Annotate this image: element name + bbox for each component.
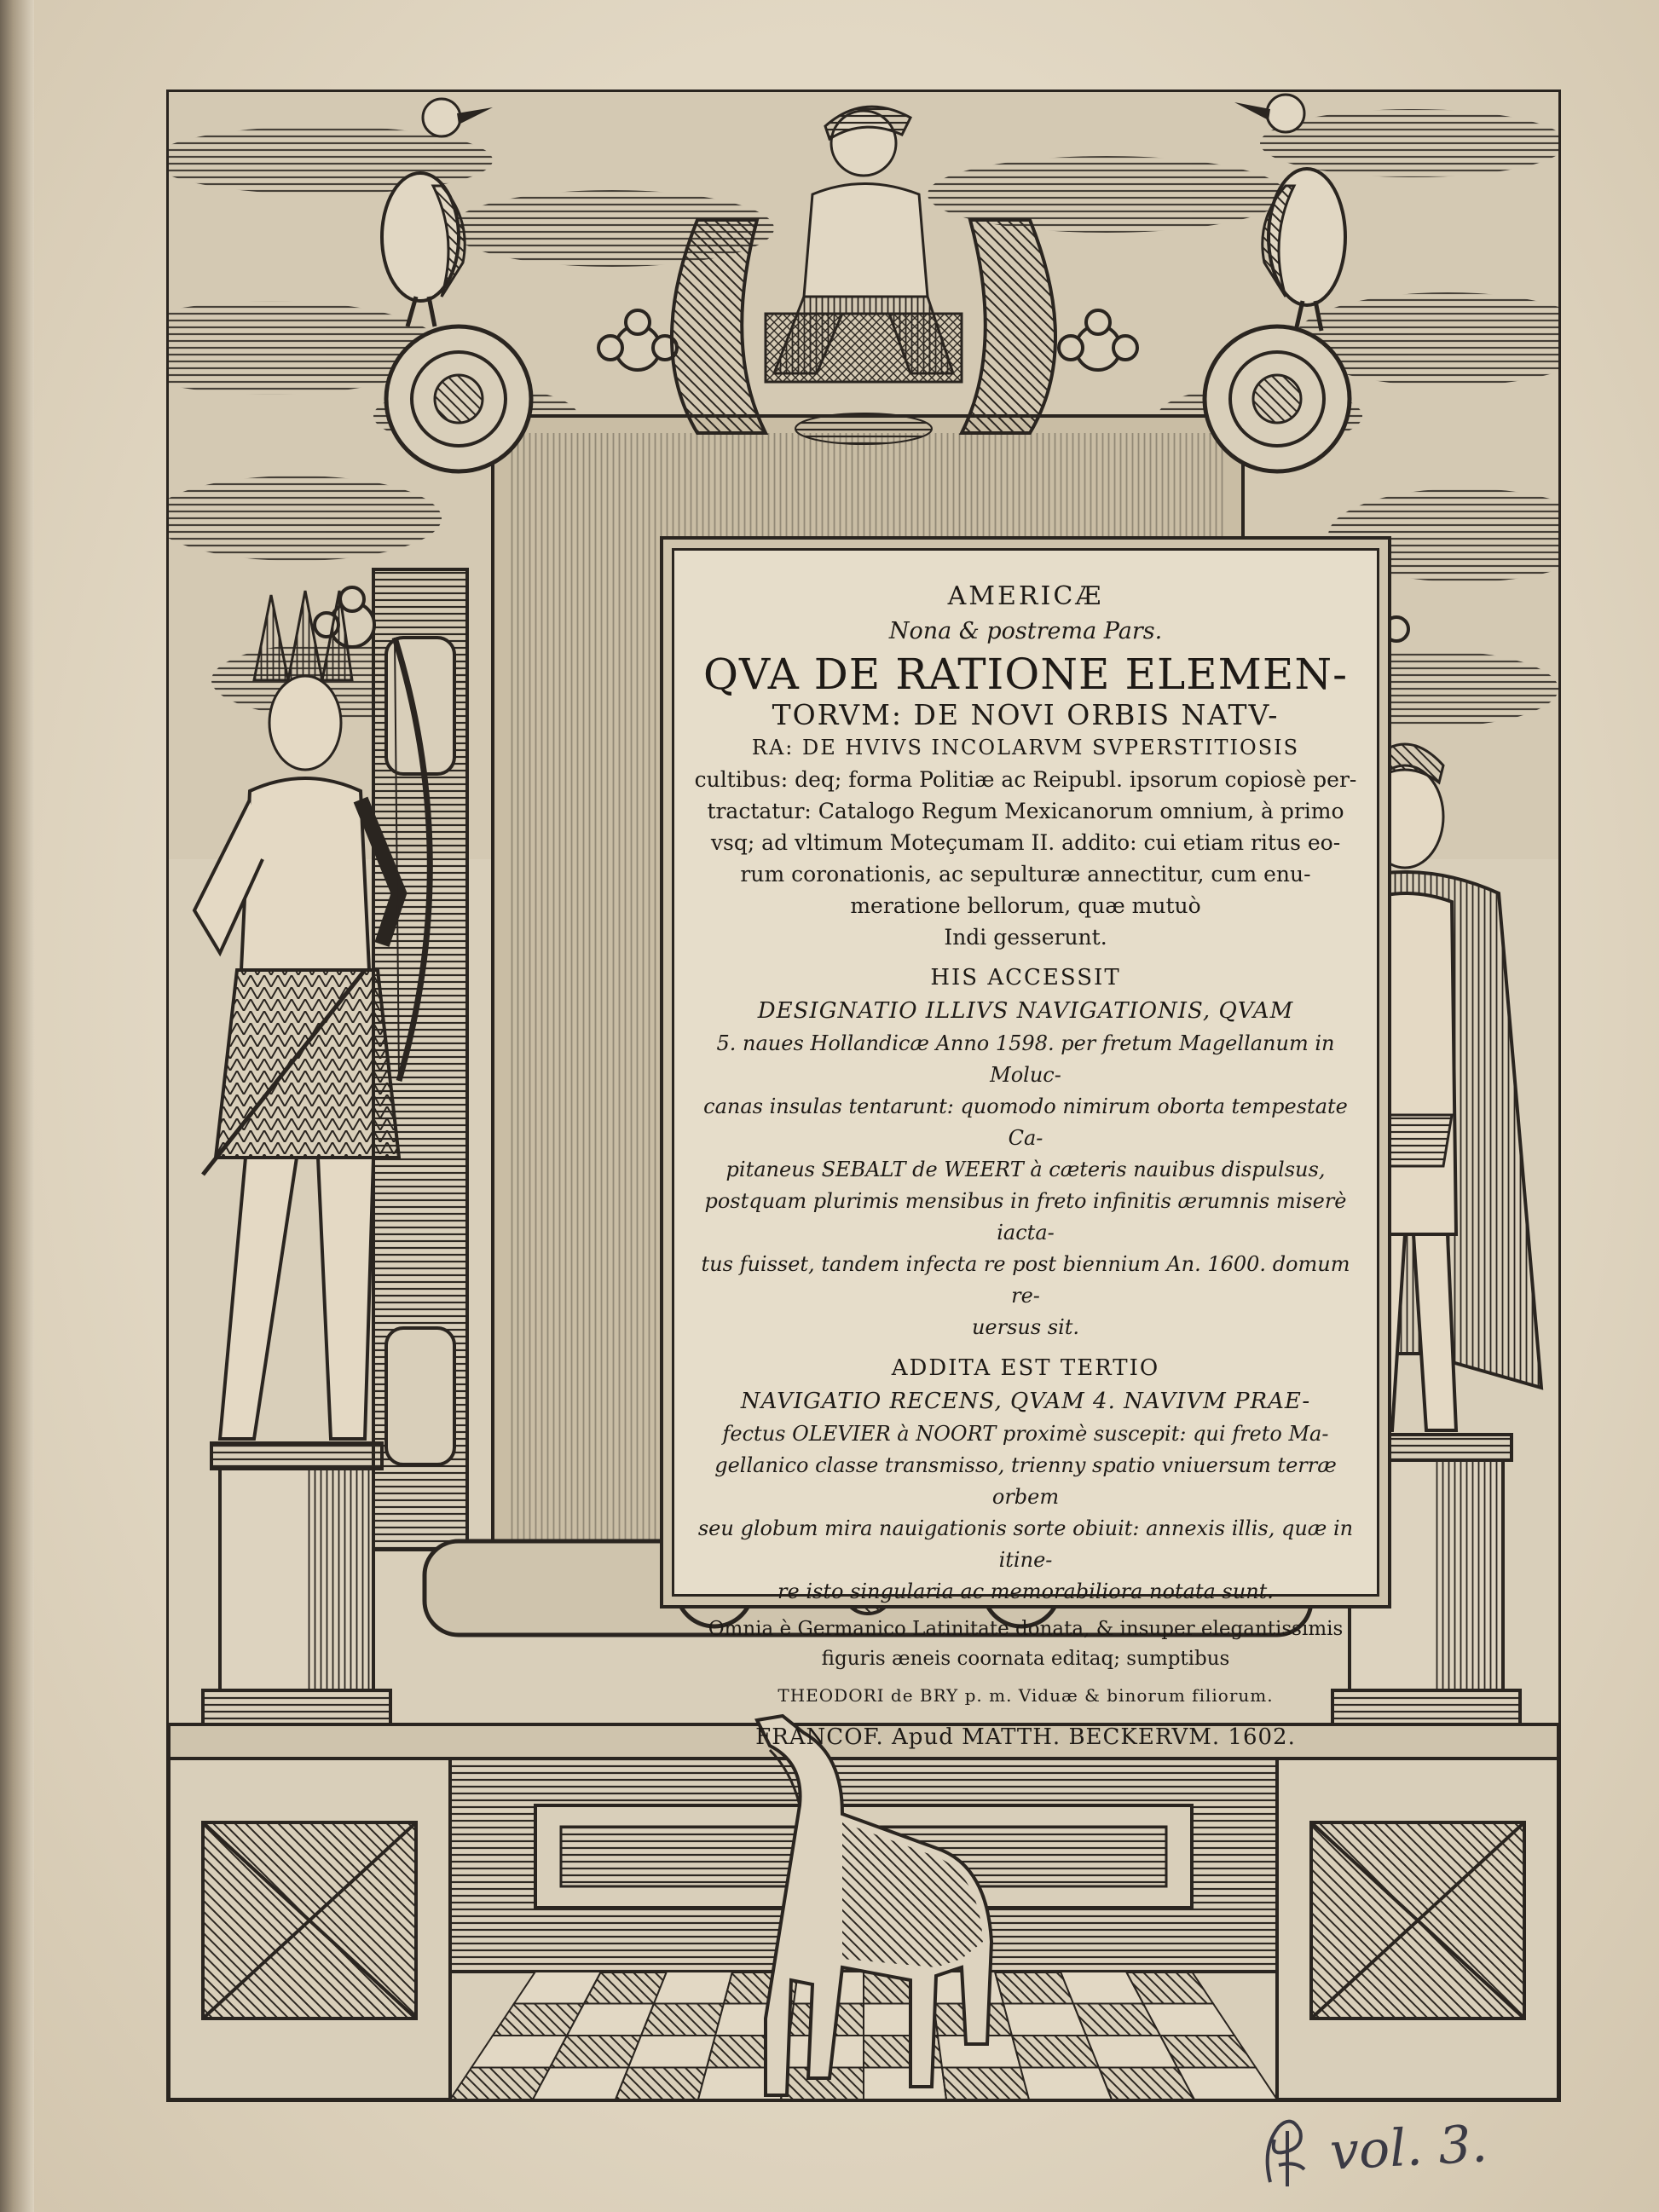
section-designatio: DESIGNATIO ILLIVS NAVIGATIONIS, QVAM — [757, 998, 1294, 1024]
italic-line-14: 5. naues Hollandicæ Anno 1598. per fretum Magellanum in Moluc- — [716, 1031, 1335, 1087]
italic-line-16: pitaneus SEBALT de WEERT à cæteris nauibus dispulsus, — [725, 1158, 1326, 1181]
heading-americae: AMERICÆ — [947, 581, 1104, 611]
floor-tile — [654, 1972, 732, 2004]
floor-tile — [1160, 2036, 1256, 2068]
floor-tile — [1143, 2004, 1234, 2036]
italic-line-19: uersus sit. — [971, 1315, 1080, 1339]
section-his-accessit: HIS ACCESSIT — [930, 965, 1121, 990]
imprint-line: FRANCOF. Apud MATTH. BECKERVM. 1602. — [755, 1724, 1296, 1750]
floor-tile — [533, 2068, 628, 2100]
floor-tile — [641, 2004, 724, 2036]
title-line-5: RA: DE HVIVS INCOLARVM SVPERSTITIOSIS — [751, 736, 1300, 759]
floor-tile — [1012, 2036, 1099, 2068]
subtitle-part: Nona & postrema Pars. — [888, 618, 1163, 644]
section-addita-est-tertio: ADDITA EST TERTIO — [891, 1355, 1160, 1381]
note-line-27: figuris æneis coornata editaq; sumptibus — [821, 1648, 1230, 1670]
body-line-7: tractatur: Catalogo Regum Mexicanorum omnium, à primo — [707, 799, 1344, 823]
body-line-9: rum coronationis, ac sepulturæ annectitur, cum enu- — [740, 862, 1311, 887]
checkered-floor — [450, 1972, 1277, 2099]
italic-line-17: postquam plurimis mensibus in freto infinitis ærumnis miserè iacta- — [704, 1189, 1347, 1245]
body-line-10: meratione bellorum, quæ mutuò — [850, 893, 1201, 918]
section-navigatio-recens: NAVIGATIO RECENS, QVAM 4. NAVIVM PRAE- — [740, 1389, 1311, 1414]
pedestal-left — [203, 1443, 390, 1724]
floor-tile — [1020, 2068, 1112, 2100]
note-line-26: Omnia è Germanico Latinitate donata, & insuper elegantissimis — [708, 1618, 1344, 1640]
floor-tile — [942, 2068, 1029, 2100]
body-line-8: vsq; ad vltimum Moteçumam II. addito: cui etiam ritus eo- — [710, 830, 1341, 855]
floor-tile — [616, 2068, 707, 2100]
binding-edge — [0, 0, 34, 2212]
italic-line-18: tus fuisset, tandem infecta re post biennium An. 1600. domum re- — [701, 1252, 1350, 1308]
floor-tile — [1177, 2068, 1277, 2100]
body-line-11: Indi gesserunt. — [944, 925, 1107, 950]
floor-tile — [550, 2036, 641, 2068]
floor-tile — [1003, 2004, 1086, 2036]
italic-line-24: seu globum mira nauigationis sorte obiuit: annexis illis, quæ in itine- — [697, 1516, 1354, 1572]
italic-line-22: fectus OLEVIER à NOORT proximè suscepit: qui freto Ma- — [722, 1422, 1329, 1446]
ink-monogram-signature — [1253, 2114, 1321, 2191]
italic-line-15: canas insulas tentarunt: quomodo nimirum oborta tempestate Ca- — [703, 1094, 1348, 1150]
body-line-6: cultibus: deq; forma Politiæ ac Reipubl. ipsorum copiosè per- — [694, 767, 1357, 792]
title-line-3: QVA DE RATIONE ELEMEN- — [703, 650, 1348, 699]
title-line-4: TORVM: DE NOVI ORBIS NATV- — [772, 698, 1280, 731]
floor-tile — [628, 2036, 715, 2068]
publisher-line: THEODORI de BRY p. m. Viduæ & binorum filiorum. — [777, 1685, 1274, 1706]
shelfmark-annotation: vol. 3. — [1328, 2114, 1489, 2182]
italic-line-25: re isto singularia ac memorabiliora notata sunt. — [777, 1580, 1274, 1603]
title-text-panel — [672, 548, 1379, 1750]
engraved-frontispiece — [166, 90, 1561, 2102]
italic-line-23: gellanico classe transmisso, trienny spatio vniuersum terræ orbem — [714, 1453, 1337, 1509]
